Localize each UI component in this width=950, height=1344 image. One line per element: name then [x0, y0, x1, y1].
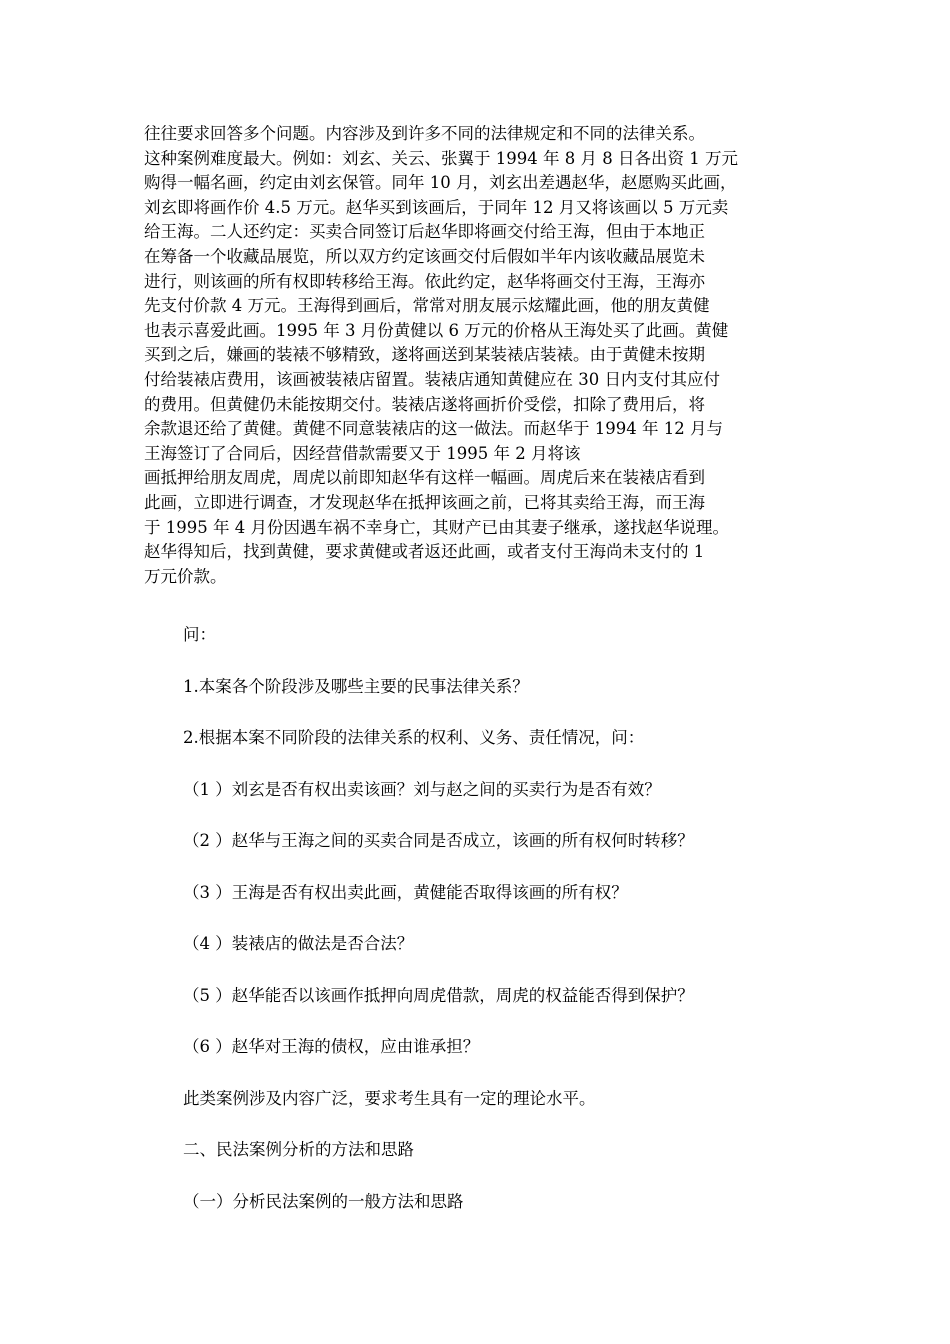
- case-line: 在筹备一个收藏品展览，所以双方约定该画交付后假如半年内该收藏品展览未: [144, 246, 705, 266]
- sub-question-5: （5 ）赵华能否以该画作抵押向周虎借款，周虎的权益能否得到保护？: [183, 985, 694, 1005]
- case-line: 买到之后，嫌画的装裱不够精致，遂将画送到某装裱店装裱。由于黄健未按期: [144, 345, 705, 365]
- questions-section: [183, 623, 823, 1241]
- case-line: 往往要求回答多个问题。内容涉及到许多不同的法律规定和不同的法律关系。: [144, 124, 705, 143]
- case-line: 此画，立即进行调查，才发现赵华在抵押该画之前，已将其卖给王海，而王海: [144, 492, 705, 512]
- case-line: 也表示喜爱此画。1995 年 3 月份黄健以 6 万元的价格从王海处买了此画。黄健: [144, 320, 729, 340]
- case-line: 进行，则该画的所有权即转移给王海。依此约定，赵华将画交付王海，王海亦: [144, 271, 705, 291]
- case-line: 余款退还给了黄健。黄健不同意装裱店的这一做法。而赵华于 1994 年 12 月与: [144, 419, 723, 439]
- case-line: 的费用。但黄健仍未能按期交付。装裱店遂将画折价受偿，扣除了费用后，将: [144, 394, 705, 414]
- sub-question-2: （2 ）赵华与王海之间的买卖合同是否成立，该画的所有权何时转移？: [183, 831, 694, 850]
- questions-heading: 问：: [183, 625, 216, 644]
- closing-note: 此类案例涉及内容广泛，要求考生具有一定的理论水平。: [183, 1088, 596, 1108]
- case-line: 付给装裱店费用，该画被装裱店留置。装裱店通知黄健应在 30 日内支付其应付: [144, 369, 720, 389]
- case-line: 赵华得知后，找到黄健，要求黄健或者返还此画，或者支付王海尚未支付的 1: [144, 542, 705, 562]
- case-paragraph: [144, 122, 809, 589]
- case-line: 先支付价款 4 万元。王海得到画后，常常对朋友展示炫耀此画，他的朋友黄健: [144, 296, 710, 316]
- case-line: 这种案例难度最大。例如：刘玄、关云、张翼于 1994 年 8 月 8 日各出资 1 万元: [144, 148, 738, 168]
- subsection-heading: （一）分析民法案例的一般方法和思路: [183, 1191, 464, 1211]
- case-line: 刘玄即将画作价 4.5 万元。赵华买到该画后，于同年 12 月又将该画以 5 万元卖: [144, 197, 729, 217]
- sub-question-4: （4 ）装裱店的做法是否合法？: [183, 934, 414, 953]
- case-line: 给王海。二人还约定：买卖合同签订后赵华即将画交付给王海，但由于本地正: [144, 222, 705, 242]
- sub-question-3: （3 ）王海是否有权出卖此画，黄健能否取得该画的所有权？: [183, 882, 628, 902]
- sub-question-6: （6 ）赵华对王海的债权，应由谁承担？: [183, 1037, 480, 1056]
- case-line: 万元价款。: [144, 566, 227, 586]
- sub-question-1: （1 ）刘玄是否有权出卖该画？刘与赵之间的买卖行为是否有效？: [183, 779, 661, 799]
- section-heading: 二、民法案例分析的方法和思路: [183, 1140, 414, 1159]
- question-2: 2.根据本案不同阶段的法律关系的权利、义务、责任情况，问：: [183, 728, 645, 747]
- question-1: 1.本案各个阶段涉及哪些主要的民事法律关系？: [183, 676, 529, 696]
- case-line: 于 1995 年 4 月份因遇车祸不幸身亡，其财产已由其妻子继承，遂找赵华说理。: [144, 517, 729, 537]
- case-line: 王海签订了合同后，因经营借款需要又于 1995 年 2 月将该: [144, 443, 581, 463]
- case-line: 购得一幅名画，约定由刘玄保管。同年 10 月，刘玄出差遇赵华，赵愿购买此画，: [144, 173, 737, 193]
- case-line: 画抵押给朋友周虎，周虎以前即知赵华有这样一幅画。周虎后来在装裱店看到: [144, 468, 705, 488]
